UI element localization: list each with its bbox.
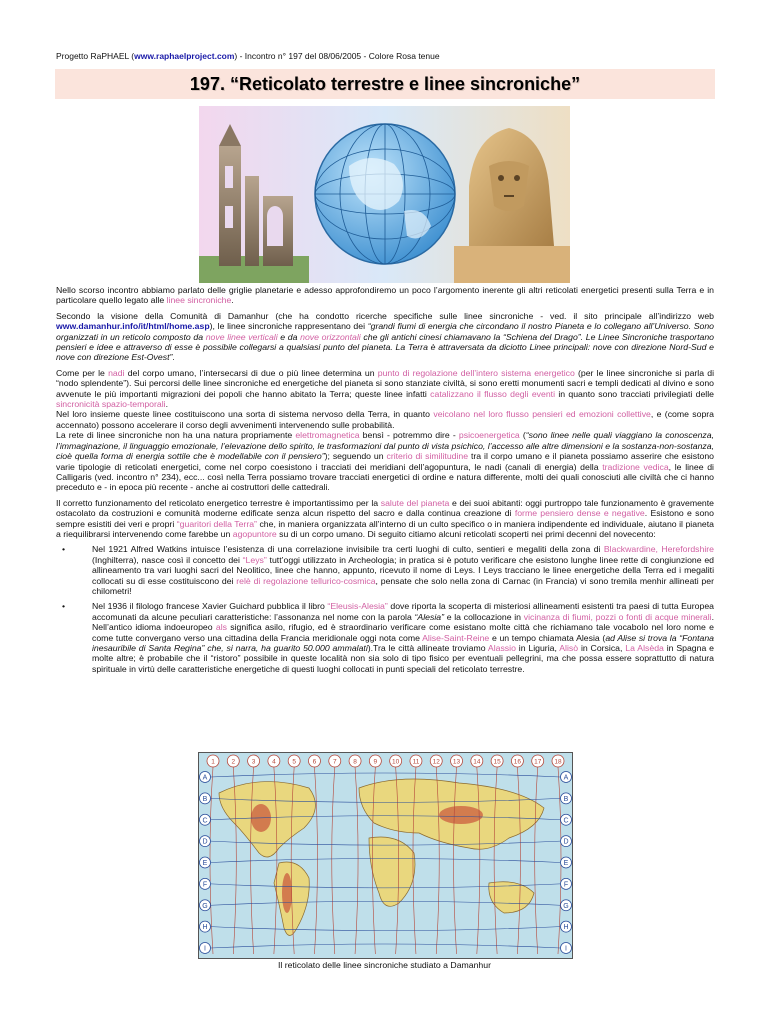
text-run: Il corretto funzionamento del reticolato energetico terrestre è importantissimo per la xyxy=(56,497,381,508)
highlight-vicinanza-fiumi: vicinanza di fiumi, pozzi o fonti di acque minerali xyxy=(523,611,712,622)
letter-label: I xyxy=(565,945,567,953)
paragraph-damanhur xyxy=(56,311,714,363)
text-run: su di un corpo umano. Di seguito citiamo alcuni reticolati scoperti nei primi decenni del novecento: xyxy=(276,528,656,539)
text-run: dove riporta la scoperta di misteriosi allineamenti esistenti tra paesi di tutta Europea accomunati da alcune peculiari caratteristiche: l’assonanza nel nome con la parola xyxy=(92,601,714,622)
letter-label: E xyxy=(202,860,208,867)
highlight-alassio: Alassio xyxy=(487,643,516,653)
text-run: , e (come sopra accennato) possono accelerare il corso degli avvenimenti intervenendo sulle probabilità. xyxy=(56,409,715,430)
number-label: 4 xyxy=(272,758,276,766)
highlight-la-alseda: La Alsèda xyxy=(625,643,664,653)
banner-image xyxy=(199,106,570,283)
highlight-psicoenergetica: psicoenergetica xyxy=(458,430,520,441)
highlight-nove-orizzontali: nove orizzontali xyxy=(300,331,361,342)
letter-label: H xyxy=(202,924,208,932)
text-run: ).Tra le città allineate troviamo xyxy=(367,643,488,653)
text-run: del corpo umano, l’intersecarsi di due o più linee determina un xyxy=(124,367,378,378)
text-run: tutt’oggi utilizzato in Archeologia; in pratica si è potuto verificare che esistono lunghe linee rette di congiunzione ed allineamento tra vari luoghi sacri del Neolitico, linee che hanno, appunto, ricevuto il nome di Leys. I Leys tracciano le linee energetiche della Terra ed i megaliti collocati su di esse costituiscono dei xyxy=(92,554,714,586)
number-label: 9 xyxy=(373,758,378,766)
highlight-similitudine: criterio di similitudine xyxy=(386,451,469,462)
number-label: 16 xyxy=(513,758,522,766)
text-run: . Esistono e sono sempre esistiti dei veri e propri xyxy=(56,508,714,529)
highlight-eleusis-alesia: “Eleusis-Alesia” xyxy=(327,601,388,612)
paragraph-nadi xyxy=(56,368,714,493)
text-run: e un tempo chiamata Alesia ( xyxy=(489,632,606,643)
text-run: Nello scorso incontro abbiamo parlato delle griglie planetarie e adesso approfondiremo un poco l’argomento inerente gli altri reticolati energetici presenti sulla Terra e in particolare quello legato alle xyxy=(56,285,714,306)
number-label: 8 xyxy=(353,758,357,766)
highlight-sincronicita: sincronicità spazio-temporali xyxy=(56,399,166,410)
letter-label: C xyxy=(563,817,569,825)
highlight-leys: “Leys” xyxy=(242,554,267,565)
text-run: Nel 1936 il filologo francese Xavier Guichard pubblica il libro xyxy=(92,601,328,612)
list-item xyxy=(56,601,714,674)
highlight-tradizione-vedica: tradizione vedica xyxy=(602,461,669,472)
highlight-punto-regolazione: punto di regolazione dell’intero sistema energetico xyxy=(377,367,575,378)
number-label: 11 xyxy=(412,758,420,766)
text-run: Nel 1921 Alfred Watkins intuisce l’esistenza di una correlazione invisibile tra certi luoghi di culto, sentieri e megaliti della zona di xyxy=(92,544,604,555)
number-label: 14 xyxy=(473,758,481,766)
text-run: Nel loro insieme queste linee costituiscono una sorta di sistema nervoso della Terra, in quanto xyxy=(56,409,434,420)
text-run: ( xyxy=(519,430,526,441)
quote-run: “Alesia” xyxy=(414,611,444,622)
text-run: (per le linee sincroniche si parla di “nodo splendente”). Sui percorsi delle linee sincroniche ed energetiche del pianeta si sono stanziate civiltà, si sono eretti monumenti sacri e templi dedicati al divino e sono avvenute le più importanti migrazioni dei popoli che hanno abitato la Terra; queste linee infatti xyxy=(56,367,715,399)
text-run: . xyxy=(165,399,169,410)
text-run: . Nell’antico idioma indoeuropeo xyxy=(92,611,714,633)
text-run: e la collocazione in xyxy=(443,611,524,622)
quote-run: ad Alise si trova la “Fontana inesauribile di Santa Regina” che, si narra, ha guarito 50.000 ammalati xyxy=(92,632,714,653)
highlight-aliso: Alisò xyxy=(559,643,579,653)
text-run: (Inghilterra), nasce così il concetto dei xyxy=(92,554,243,565)
header-prefix: Progetto RaPHAEL ( xyxy=(56,51,135,61)
highlight-guaritori: “guaritori della Terra” xyxy=(176,518,257,529)
map-caption: Il reticolato delle linee sincroniche studiato a Damanhur xyxy=(278,960,491,970)
number-label: 3 xyxy=(251,758,256,766)
highlight-als: als xyxy=(215,622,227,633)
letter-label: I xyxy=(204,945,206,953)
quote-run: e da xyxy=(277,331,301,342)
globe-icon xyxy=(315,124,455,264)
quote-run: “sono linee nelle quali viaggiano la conoscenza, l’immaginazione, il linguaggio emozionale, l’elevazione dello spirito, le trasformazioni dal punto di vista psichico, l’accesso alle altre dimensioni e la sostanza-non-sostanza, cioè quella forma di energia sottile che è modellabile con il pensiero” xyxy=(56,430,714,462)
text-run: Come per le xyxy=(56,367,109,378)
text-run: significa asilo, rifugio, ed è straordinario verificare come esistano molte città che richiamano tale vocabolo nel loro nome e come tutte convergano verso una cittadina della Francia meridionale oggi nota come xyxy=(92,622,715,643)
header-suffix: ) - Incontro n° 197 del 08/06/2005 - Colore Rosa tenue xyxy=(234,51,440,61)
raphael-project-link[interactable]: www.raphaelproject.com xyxy=(134,51,235,61)
text-run: . xyxy=(172,352,175,363)
number-label: 13 xyxy=(452,758,461,766)
number-label: 12 xyxy=(432,758,440,766)
document-header xyxy=(56,51,440,61)
text-run: in quanto sono tracciati privilegiati delle xyxy=(555,388,714,399)
text-run: , le linee di Calligaris (ved. incontro n° 234), ecc... così nella Terra possiamo trovare tracciati energetici di ordine e natura differente, molti dei quali conosciuti alle civiltà che ci hanno preceduto e - in epoca più recente - anche ai costruttori delle cattedrali. xyxy=(56,461,714,493)
highlight-alise-saint-reine: Alise-Saint-Reine xyxy=(422,632,490,643)
number-label: 7 xyxy=(332,758,337,766)
number-label: 17 xyxy=(534,758,542,766)
title-bar xyxy=(55,69,715,99)
letter-label: E xyxy=(563,860,569,867)
number-label: 1 xyxy=(211,758,215,766)
highlight-salute-pianeta: salute del pianeta xyxy=(380,497,450,508)
page-title: 197. “Reticolato terrestre e linee sincroniche” xyxy=(189,73,581,94)
world-map-illustration xyxy=(199,753,572,958)
letter-label: A xyxy=(202,774,208,782)
letter-label: D xyxy=(202,838,208,846)
synchronic-lines-map xyxy=(198,752,573,959)
letter-label: D xyxy=(563,838,569,846)
text-run: e dei suoi abitanti: oggi purtroppo tale funzionamento è gravemente ostacolato da costruzioni e comunità moderne edificate senza alcun rispetto del sacro e dalla continua creazione di xyxy=(56,497,714,519)
letter-label: H xyxy=(563,924,569,932)
text-run: che, in maniera organizzata all’interno di un culto specifico o in maniera indipendente ed individuale, aiutano il pianeta a riequilibrarsi intervenendo come farebbe un xyxy=(56,518,714,539)
quote-run: che gli antichi cinesi chiamavano la “Schiena del Drago”. Le Linee Sincroniche trasportano pensieri e idee e attraverso di esse è possibile collegarsi a qualsiasi punto del pianeta. La Terra è attraversata da diciotto Linee principali: nove con direzione Nord-Sud e nove con direzione Est-Ovest” xyxy=(56,331,714,363)
article-body xyxy=(56,285,714,679)
text-run: ), le linee sincroniche rappresentano dei xyxy=(209,321,368,332)
text-run: tra il corpo umano e il pianeta possiamo asserire che esistono varie tipologie di reticolati energetici, come nel corpo coesistono i tracciati dei meridiani dell’agopuntura, le nadi (canali di energia) della xyxy=(56,451,714,472)
text-run: ); seguendo un xyxy=(324,451,387,462)
bullet-icon: • xyxy=(62,544,66,555)
text-run: , pensate che solo nella zona di Carnac (in Francia) vi sono tremila menhir allineati per chilometri! xyxy=(92,575,714,596)
highlight-nadi: nadi xyxy=(108,367,125,378)
paragraph-funzionamento xyxy=(56,498,714,540)
highlight-agopuntore: agopuntore xyxy=(232,528,277,539)
text-run: in Corsica, xyxy=(578,643,626,653)
number-label: 2 xyxy=(231,758,236,766)
text-run: in Liguria, xyxy=(515,643,560,653)
paragraph-intro xyxy=(56,285,714,306)
highlight-veicolano: veicolano nel loro flusso pensieri ed emozioni collettive xyxy=(433,409,651,420)
text-run: bensì - potremmo dire - xyxy=(359,430,459,441)
letter-label: G xyxy=(202,902,208,910)
damanhur-link[interactable]: www.damanhur.info/it/html/home.asp xyxy=(56,321,210,332)
highlight-linee-sincroniche: linee sincroniche xyxy=(166,295,232,306)
text-run: in Spagna e molte altre; è probabile che il “ristoro” possibile in queste località non sia solo di tipo fisico per eventuali pellegrini, ma che possa essere soprattutto di natura spirituale in virtù delle caratteristiche energetiche di questi luoghi collocati in punti speciali del reticolato terrestre. xyxy=(92,643,714,674)
text-run: Secondo la visione della Comunità di Damanhur (che ha condotto ricerche specifiche sulle linee sincroniche - ved. il sito principale all’indirizzo web xyxy=(56,310,714,321)
number-label: 5 xyxy=(292,758,296,766)
letter-label: B xyxy=(563,795,569,803)
reticolati-list xyxy=(56,544,714,674)
highlight-rele: relè di regolazione tellurico-cosmica xyxy=(236,575,376,586)
highlight-forme-pensiero: forme pensiero dense e negative xyxy=(514,508,645,519)
quote-run: “grandi fiumi di energia che circondano il nostro Pianeta e lo collegano all’Universo. Sono organizzati in un reticolo composto da xyxy=(56,321,715,342)
letter-label: F xyxy=(563,881,569,889)
sphinx-icon xyxy=(454,128,570,283)
highlight-nove-verticali: nove linee verticali xyxy=(205,331,278,342)
text-run: La rete di linee sincroniche non ha una natura propriamente xyxy=(56,430,296,441)
number-label: 18 xyxy=(554,758,562,766)
letter-label: C xyxy=(202,817,208,825)
number-label: 6 xyxy=(312,758,317,766)
number-label: 15 xyxy=(493,758,501,766)
letter-label: B xyxy=(202,795,208,803)
number-label: 10 xyxy=(392,758,400,766)
banner-illustration xyxy=(199,106,570,283)
highlight-catalizzano: catalizzano il flusso degli eventi xyxy=(430,388,555,399)
highlight-blackwardine: Blackwardine, Herefordshire xyxy=(603,544,714,555)
bullet-icon: • xyxy=(62,601,66,612)
list-item xyxy=(56,544,714,596)
text-run: . xyxy=(231,295,234,306)
letter-label: G xyxy=(563,902,569,910)
highlight-elettromagnetica: elettromagnetica xyxy=(295,430,360,441)
abbey-ruins-icon xyxy=(199,124,309,283)
letter-label: F xyxy=(202,881,208,889)
letter-label: A xyxy=(563,774,569,782)
